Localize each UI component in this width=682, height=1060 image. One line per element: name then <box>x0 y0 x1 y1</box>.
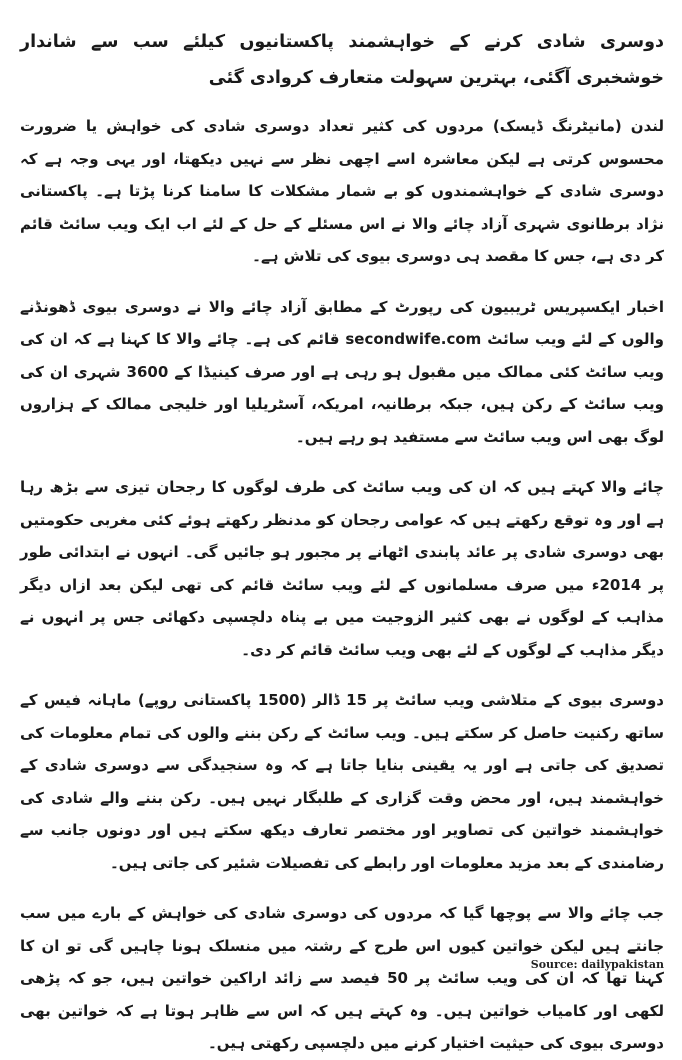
article-paragraph: جب چائے والا سے پوچھا گیا کہ مردوں کی دوسری شادی کی خواہش کے بارے میں سب جانتے ہیں لیکن خواتین کیوں اس طرح کے رشتہ میں منسلک ہونا چاہیں گی تو ان کا کہنا تھا کہ ان کی ویب سائٹ پر 50 فیصد سے زائد اراکین خواتین ہیں، جو کہ پڑھی لکھی اور کامیاب خواتین ہیں۔ وہ کہتے ہیں کہ اس سے ظاہر ہوتا ہے کہ خواتین بھی دوسری بیوی کی حیثیت اختیار کرنے میں دلچسپی رکھتی ہیں۔ <box>20 904 664 1052</box>
article-headline: دوسری شادی کرنے کے خواہشمند پاکستانیوں کیلئے سب سے شاندار خوشخبری آگئی، بہترین سہولت متعارف کروادی گئی <box>20 32 664 88</box>
article-paragraph: چائے والا کہتے ہیں کہ ان کی ویب سائٹ کی طرف لوگوں کا رجحان تیزی سے بڑھ رہا ہے اور وہ توقع رکھتے ہیں کہ عوامی رجحان کو مدنظر رکھتے ہوئے کئی مغربی حکومتیں بھی دوسری شادی پر عائد پابندی اٹھانے پر مجبور ہو جائیں گی۔ انہوں نے ابتدائی طور پر 2014ء میں صرف مسلمانوں کے لئے ویب سائٹ قائم کی تھی لیکن بعد ازاں دیگر مذاہب کے لوگوں نے بھی کثیر الزوجیت میں بے پناہ دلچسپی دکھائی جس پر انہوں نے دیگر مذاہب کے لوگوں کے لئے بھی ویب سائٹ قائم کر دی۔ <box>20 478 665 659</box>
source-credit: Source: dailypakistan <box>530 958 664 971</box>
article-paragraph: اخبار ایکسپریس ٹریبیون کی رپورٹ کے مطابق آزاد چائے والا نے دوسری بیوی ڈھونڈنے والوں کے لئے ویب سائٹ secondwife.com قائم کی ہے۔ چائے والا کا کہنا ہے کہ ان کی ویب سائٹ کئی ممالک میں مقبول ہو رہی ہے اور صرف کینیڈا کے 3600 شہری ان کی ویب سائٹ کے رکن ہیں، جبکہ برطانیہ، امریکہ، آسٹریلیا اور خلیجی ممالک کے ہزاروں لوگ بھی اس ویب سائٹ سے مستفید ہو رہے ہیں۔ <box>20 297 664 446</box>
article-paragraph: دوسری بیوی کے متلاشی ویب سائٹ پر 15 ڈالر (1500 پاکستانی روپے) ماہانہ فیس کے ساتھ رکنیت حاصل کر سکتے ہیں۔ ویب سائٹ کے رکن بننے والوں کی تمام معلومات کی تصدیق کی جاتی ہے اور یہ یقینی بنایا جاتا ہے کہ وہ سنجیدگی سے دوسری شادی کے خواہشمند ہیں، اور محض وقت گزاری کے طلبگار نہیں ہیں۔ رکن بننے والے شادی کی خواہشمند خواتین کی تصاویر اور مختصر تعارف دیکھ سکتے ہیں اور دونوں جانب سے رضامندی کے بعد مزید معلومات اور رابطے کی تفصیلات شئیر کی جاتی ہیں۔ <box>20 691 664 872</box>
article-paragraph: لندن (مانیٹرنگ ڈیسک) مردوں کی کثیر تعداد دوسری شادی کی خواہش یا ضرورت محسوس کرتی ہے لیکن معاشرہ اسے اچھی نظر سے نہیں دیکھتا، اور یہی وجہ ہے کہ دوسری شادی کے خواہشمندوں کو بے شمار مشکلات کا سامنا کرنا پڑتا ہے۔ پاکستانی نژاد برطانوی شہری آزاد چائے والا نے اس مسئلے کے حل کے لئے اب ایک ویب سائٹ قائم کر دی ہے، جس کا مقصد ہی دوسری بیوی کی تلاش ہے۔ <box>20 117 664 265</box>
